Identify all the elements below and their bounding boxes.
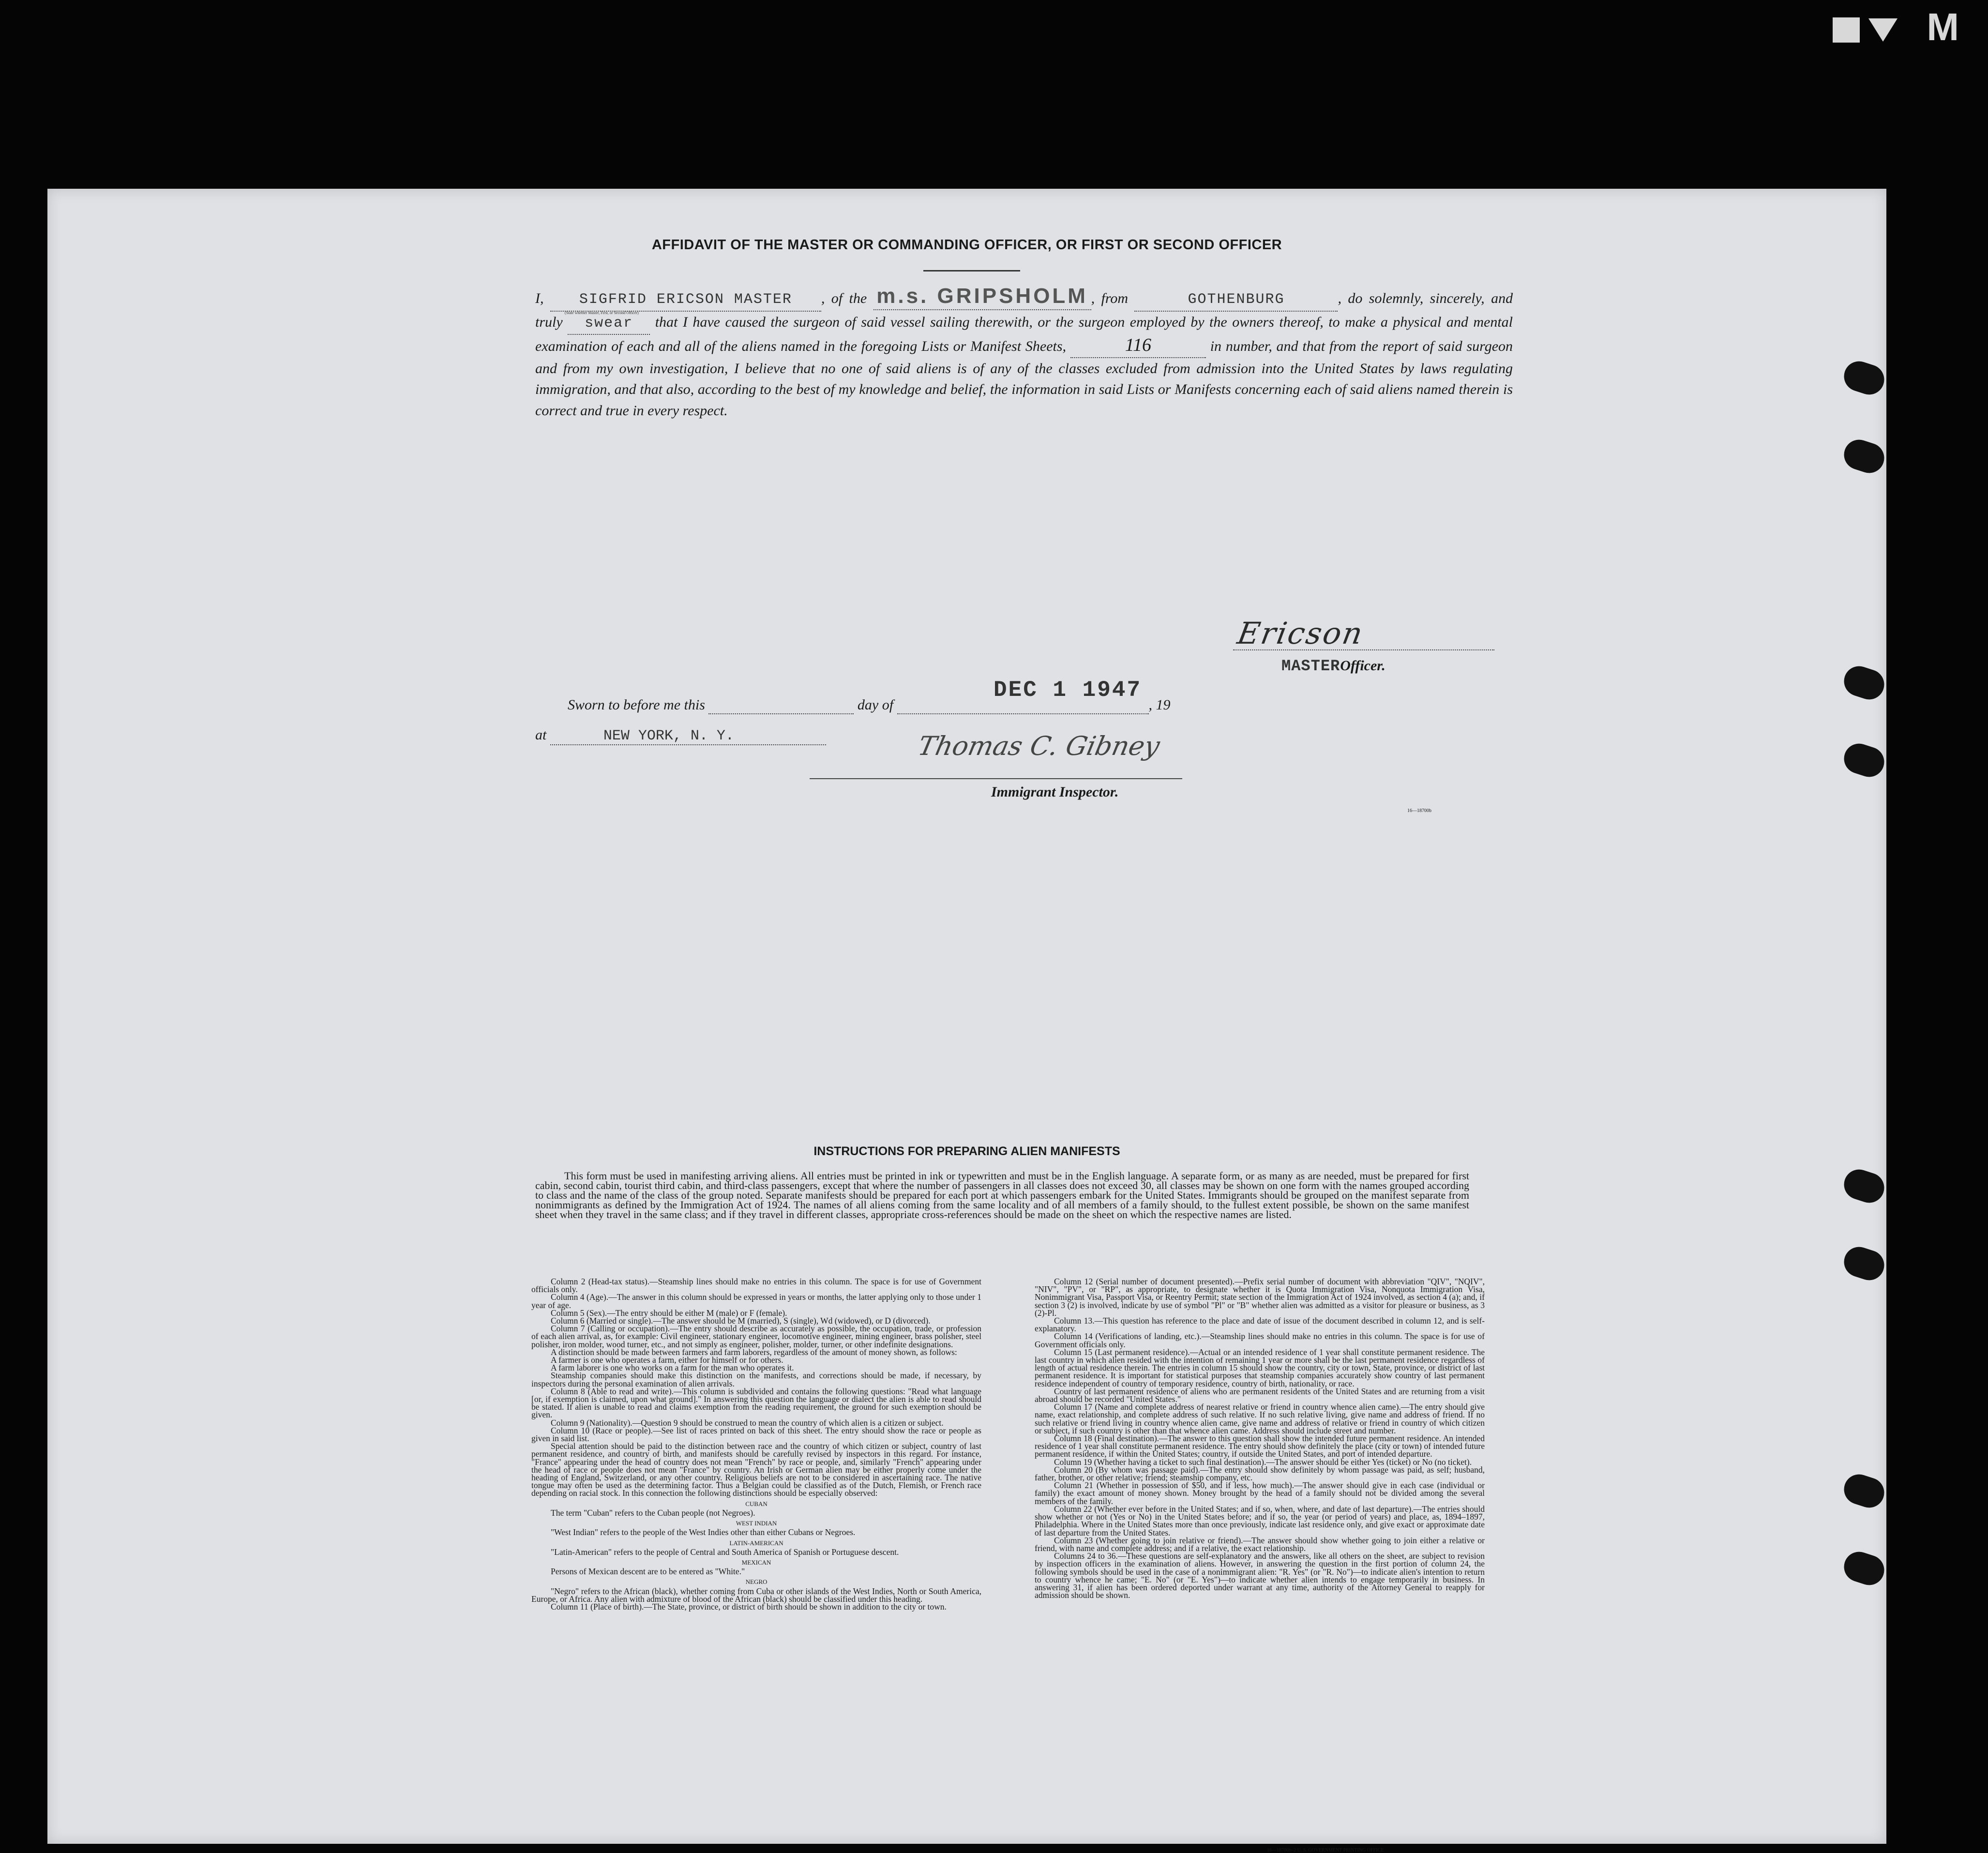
latin-american-text: "Latin-American" refers to the people of Central and South America of Spanish or Portuguese descent. <box>551 1547 899 1557</box>
negro-heading: NEGRO <box>745 1578 768 1586</box>
affidavit-title: AFFIDAVIT OF THE MASTER OR COMMANDING OFFICER, OR FIRST OR SECOND OFFICER <box>651 237 1282 253</box>
instruction-paragraph: Column 7 (Calling or occupation).—The entry should describe as accurately as possible, the occupation, trade, or profession of each alien arrival, as, for example: Civil engineer, stationary engineer, locomotive engineer, mining engineer, brass polisher, steel polisher, iron molder, wood turner, etc., and not simply as engineer, polisher, molder, turner, or other indefinite designations. <box>531 1324 981 1349</box>
microfilm-corner-marks <box>1833 5 1969 49</box>
inspector-label: Immigrant Inspector. <box>991 784 1119 800</box>
affidavit-body <box>535 286 1513 421</box>
officer-name-field: SIGFRID ERICSON MASTER (State whether Master, First, or Second Officer) <box>550 288 821 312</box>
cuban-heading: CUBAN <box>745 1500 768 1507</box>
mexican-text: Persons of Mexican descent are to be entered as "White." <box>551 1567 745 1577</box>
date-stamp: DEC 1 1947 <box>994 678 1142 703</box>
from-label: , from <box>1091 290 1129 306</box>
port-field: GOTHENBURG <box>1134 288 1338 312</box>
instruction-paragraph: Column 19 (Whether having a ticket to such final destination).—The answer should be either Yes (ticket) or No (no ticket). <box>1054 1457 1472 1467</box>
instruction-paragraph: Column 21 (Whether in possession of $50, and if less, how much).—The answer should give in each case (individual or family) the exact amount of money shown. Money brought by the head of a family should not be divided among the several members of the family. <box>1035 1480 1485 1506</box>
instructions-left-column <box>531 1278 981 1611</box>
instruction-paragraph: Column 20 (By whom was passage paid).—The entry should show definitely by whom passage was paid, as self; husband, father, brother, or other relative; friend; steamship company, etc. <box>1035 1464 1485 1483</box>
instructions-right-column <box>1035 1278 1485 1599</box>
instruction-paragraph: Column 4 (Age).—The answer in this column should be expressed in years or months, the latter applying only to those under 1 year of age. <box>531 1292 981 1310</box>
day-blank <box>708 697 854 714</box>
corner-label: M <box>1927 5 1969 48</box>
triangle-icon <box>1868 18 1898 42</box>
sheets-field: 116 <box>1070 335 1206 358</box>
west-indian-heading: WEST INDIAN <box>736 1520 777 1527</box>
footer-code: 16—18700b–2 U. S. GOVERNMENT PRINTING OFFICE <box>1267 1848 1384 1853</box>
instruction-paragraph: Column 17 (Name and complete address of nearest relative or friend in country whence alien came).—The entry should give name, exact relationship, and complete address of such relative. If no such relative living, give name and address of friend. If no such relative or friend living in country whence alien came, give name and address of relative or friend in country of which citizen or subject, if such country is other than that whence alien came. Address should include street and number. <box>1035 1402 1485 1435</box>
instruction-paragraph: Column 12 (Serial number of document presented).—Prefix serial number of document with abbreviation "QIV", "NQIV", "NIV", "PV", or "RP", as appropriate, to designate whether it is Quota Immigration Visa, Nonquota Immigration Visa, Nonimmigrant Visa, Passport Visa, or Reentry Permit; state section of the Immigration Act of 1924 involved, as section 4 (a); and, if section 3 (2) is involved, indicate by use of symbol "Pl" or "B" whether alien was admitted as a visitor for pleasure or business, as 3 (2)-Pl. <box>1035 1277 1485 1318</box>
affidavit-text-1: that I have caused the surgeon of said vessel sailing therewith, or the surgeon employed by the owners thereof, to make a physical and mental examination of each and all of the aliens named in the foregoing Lists or Manifest Sheets, <box>535 314 1513 354</box>
instruction-paragraph: Column 23 (Whether going to join relative or friend).—The answer should show whether going to join either a relative or friend, with name and complete address; and if a relative, the exact relationship. <box>1035 1535 1485 1553</box>
instructions-title: INSTRUCTIONS FOR PREPARING ALIEN MANIFESTS <box>813 1145 1120 1158</box>
mexican-heading: MEXICAN <box>741 1558 771 1566</box>
document-page <box>47 189 1886 1853</box>
sworn-line: Sworn to before me this day of , 19 <box>568 697 1171 714</box>
instruction-paragraph: Column 10 (Race or people).—See list of races printed on back of this sheet. The entry should show the race or people as given in said list. <box>531 1425 981 1444</box>
instruction-paragraph: Column 15 (Last permanent residence).—Actual or an intended residence of 1 year shall constitute permanent residence. The last country in which alien resided with the intention of remaining 1 year or more shall be the last permanent residence regardless of length of actual residence therein. The entries in column 15 should show the country, city or town, State, province, or district of last permanent residence. It is important for statistical purposes that steamship companies accurately show country of last permanent residence independent of country of temporary residence, country of birth, nationality, or race. <box>1035 1347 1485 1388</box>
vessel-field: m.s. GRIPSHOLM <box>874 286 1091 310</box>
officer-line <box>1281 657 1386 675</box>
place-field: NEW YORK, N. Y. <box>550 728 826 745</box>
affidavit-i: I, <box>535 290 544 306</box>
instruction-paragraph: A farm laborer is one who works on a farm for the man who operates it. <box>551 1363 794 1373</box>
instruction-paragraph: Column 8 (Able to read and write).—This column is subdivided and contains the following questions: "Read what language [or, if exemption is claimed, upon what ground]." In answering this question the language or dialect the alien is able to read should be stated. If alien is unable to read and claims exemption from the reading requirement, the ground for such exemption should be given. <box>531 1386 981 1420</box>
solemnly-text: solemnly, sincerely, and truly <box>535 290 1513 330</box>
instruction-paragraph: Column 5 (Sex).—The entry should be either M (male) or F (female). <box>551 1308 787 1318</box>
instruction-paragraph: A farmer is one who operates a farm, either for himself or for others. <box>551 1355 783 1365</box>
state-note: (State whether Master, First, or Second Officer) <box>564 311 639 315</box>
instruction-paragraph: Column 6 (Married or single).—The answer should be M (married), S (single), Wd (widowed), or D (divorced). <box>551 1316 931 1326</box>
instruction-paragraph: Steamship companies should make this distinction on the manifests, and corrections should be made, if necessary, by inspectors during the personal examination of alien arrivals. <box>531 1371 981 1388</box>
instruction-paragraph: A distinction should be made between farmers and farm laborers, regardless of the amount of money shown, as follows: <box>551 1347 957 1357</box>
latin-american-heading: LATIN-AMERICAN <box>729 1539 783 1547</box>
instructions-intro: This form must be used in manifesting arriving aliens. All entries must be printed in ink or typewritten and must be in the English language. A separate form, or as many as are needed, must be prepared for first cabin, second cabin, tourist third cabin, and third-class passengers, except that where the number of passengers in all classes does not exceed 30, all classes may be shown on one form with the names grouped according to class and the name of the class of the group noted. Separate manifests should be prepared for each port at which passengers embark for the United States. Immigrants should be grouped on the manifest separate from nonimmigrants as defined by the Immigration Act of 1924. The names of all aliens coming from the same locality and of all members of a family should, to the fullest extent possible, be shown on the same manifest sheet when they travel in the same class; and if they travel in different classes, appropriate cross-references should be made on the sheet on which the respective names are listed. <box>535 1170 1469 1220</box>
west-indian-text: "West Indian" refers to the people of the West Indies other than either Cubans or Negroes. <box>551 1527 856 1537</box>
affidavit-text-2: in number, and that from the report of said surgeon and from my own investigation, I believe that no one of said aliens is of any of the classes excluded from admission into the United States by laws regulating immigration, and that also, according to the best of my knowledge and belief, the information in said Lists or Manifests concerning each of said aliens named therein is correct and true in every respect. <box>535 338 1513 419</box>
swear-field: swear <box>568 312 650 335</box>
instruction-paragraph: Column 9 (Nationality).—Question 9 should be construed to mean the country of which alien is a citizen or subject. <box>551 1417 944 1428</box>
inspector-line <box>810 778 1182 779</box>
instruction-paragraph: Special attention should be paid to the distinction between race and the country of which citizen or subject, country of last permanent residence, and country of birth, and manifests should be carefully revised by inspectors in this regard. For instance, "France" appearing under the head of country does not mean "French" by race or people, and, similarly "French" appearing under the head of race or people does not mean "France" by country. An Irish or German alien may be either properly come under the heading of England, Switzerland, or any other country. Religious beliefs are not to be considered in ascertaining race. The native tongue may often be used as the determining factor. Thus a Belgian could be classified as of the Dutch, Flemish, or French race depending on racial stock. In this connection the following distinctions should be especially observed: <box>531 1441 981 1498</box>
instruction-paragraph: Columns 24 to 36.—These questions are self-explanatory and the answers, like all others on the sheet, are subject to revision by inspection officers in the examination of aliens. However, in answering the question in the first portion of column 24, the following symbols should be used in the case of a nonimmigrant alien: "R. Yes" (or "R. No")—to indicate alien's intention to return to country whence he came; "E. No" (or "E. Yes")—to indicate whether alien intends to engage temporarily in business. In answering 31, if alien has been ordered deported under warrant at any time, authority of the Attorney General to reapply for admission should be shown. <box>1035 1551 1485 1600</box>
form-code: 16—18700b <box>1407 808 1431 814</box>
master-signature: Ericson <box>1235 616 1367 651</box>
column-11-text: Column 11 (Place of birth).—The State, province, or district of birth should be shown in addition to the city or town. <box>551 1601 947 1612</box>
of-the-label: , of the <box>821 290 867 306</box>
instruction-paragraph: Column 2 (Head-tax status).—Steamship lines should make no entries in this column. The space is for use of Government officials only. <box>531 1277 981 1295</box>
negro-text: "Negro" refers to the African (black), whether coming from Cuba or other islands of the West Indies, North or South America, Europe, or Africa. Any alien with admixture of blood of the African (black) should be classified under this heading. <box>531 1586 981 1604</box>
instruction-paragraph: Column 13.—This question has reference to the place and date of issue of the document described in column 12, and is self-explanatory. <box>1035 1316 1485 1334</box>
square-icon <box>1833 17 1860 43</box>
signature-line <box>1233 649 1494 650</box>
instruction-paragraph: Column 14 (Verifications of landing, etc.).—Steamship lines should make no entries in this column. The space is for use of Government officials only. <box>1035 1331 1485 1349</box>
instruction-paragraph: Column 22 (Whether ever before in the United States; and if so, when, where, and date of last departure).—The entries should show whether or not (Yes or No) in the United States before; and if so, the year (or period of years) and place, as, 1894–1897, Philadelphia. Where in the United States more than once previously, indicate last residence only, and give exact or approximate date of last departure from the United States. <box>1035 1504 1485 1537</box>
title-divider <box>923 270 1020 271</box>
instruction-paragraph: Country of last permanent residence of aliens who are permanent residents of the United States and are returning from a visit abroad should be recorded "United States." <box>1035 1386 1485 1404</box>
cuban-text: The term "Cuban" refers to the Cuban people (not Negroes). <box>551 1507 755 1518</box>
at-line: at NEW YORK, N. Y. <box>535 727 826 745</box>
officer-rank: MASTER <box>1281 657 1340 675</box>
do-label: , do <box>1338 290 1363 306</box>
officer-suffix: Officer. <box>1340 658 1386 674</box>
instruction-paragraph: Column 18 (Final destination).—The answer to this question shall show the intended future permanent residence. An intended residence of 1 year shall constitute permanent residence. The entry should show definitely the place (city or town) of intended future permanent residence, if within the United States; country, if outside the United States, and port of intended departure. <box>1035 1433 1485 1459</box>
month-blank <box>897 697 1149 714</box>
inspector-signature: Thomas C. Gibney <box>915 731 1163 761</box>
